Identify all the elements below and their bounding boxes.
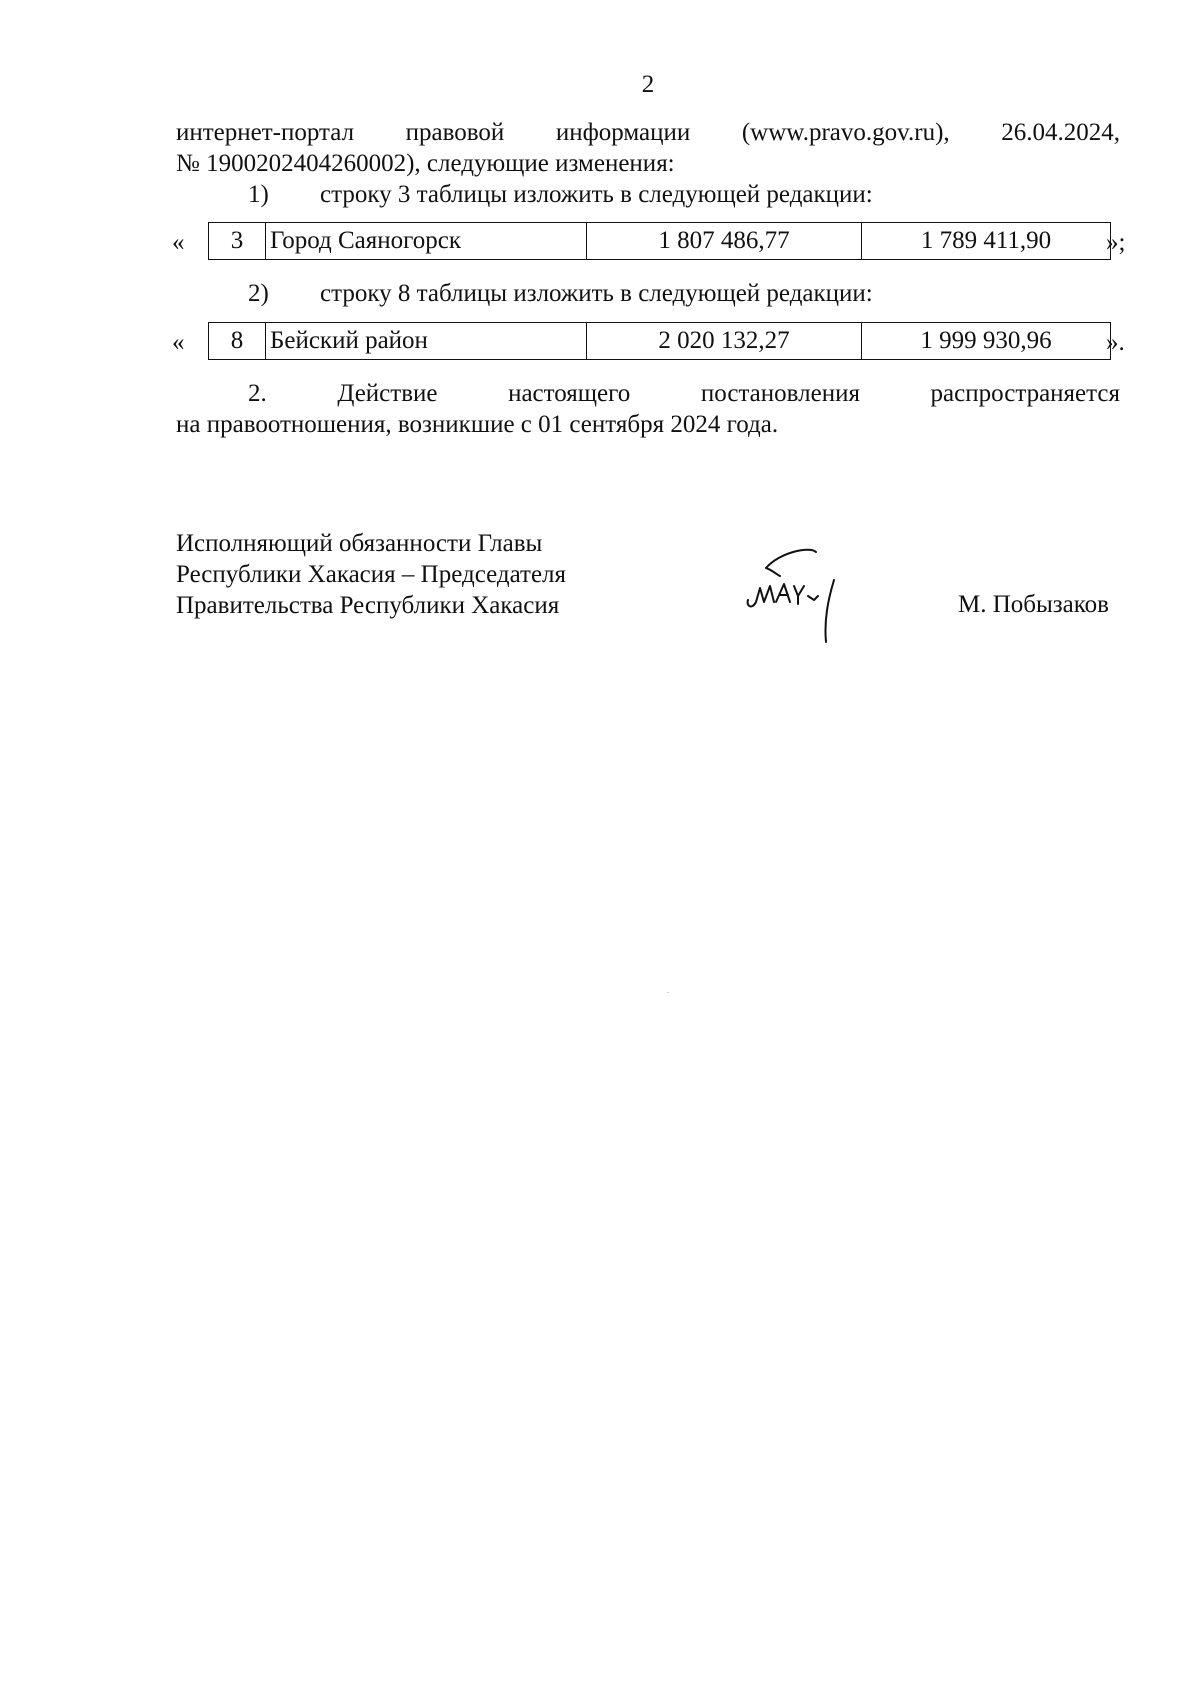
page-number: 2 — [641, 71, 655, 98]
intro-word: интернет-портал — [176, 119, 355, 146]
intro-word: 26.04.2024, — [1001, 119, 1120, 146]
close-quote: »; — [1106, 229, 1126, 256]
municipality-cell: Бейский район — [266, 323, 587, 360]
item-1-label: 1) — [248, 181, 269, 208]
paragraph-word: настоящего — [508, 380, 631, 407]
paragraph-word: распространяется — [930, 380, 1120, 407]
intro-word: информации — [555, 119, 691, 146]
amended-row-8 — [172, 322, 1132, 360]
row-table — [208, 222, 1111, 260]
paragraph-word: постановления — [700, 380, 860, 407]
value-1-cell: 1 807 486,77 — [587, 223, 862, 260]
item-2-label: 2) — [248, 280, 269, 307]
row-number-cell: 3 — [209, 223, 266, 260]
value-2-cell: 1 999 930,96 — [862, 323, 1111, 360]
value-1-cell: 2 020 132,27 — [587, 323, 862, 360]
paragraph-2-line-1 — [248, 379, 1120, 409]
signatory-position — [176, 528, 566, 621]
position-line: Правительства Республики Хакасия — [176, 592, 560, 619]
amended-row-3 — [172, 222, 1132, 260]
open-quote: « — [172, 329, 185, 356]
handwritten-signature — [740, 540, 860, 646]
table-row — [209, 323, 1111, 360]
position-line: Республики Хакасия – Председателя — [176, 561, 567, 588]
paragraph-word: Действие — [337, 380, 438, 407]
value-2-cell: 1 789 411,90 — [862, 223, 1111, 260]
intro-word: (www.pravo.gov.ru), — [741, 119, 950, 146]
item-1-text: строку 3 таблицы изложить в следующей редакции: — [320, 181, 873, 208]
row-table — [208, 322, 1111, 360]
intro-line-2: № 1900202404260002), следующие изменения: — [176, 150, 675, 177]
open-quote: « — [172, 229, 185, 256]
row-number-cell: 8 — [209, 323, 266, 360]
item-2-text: строку 8 таблицы изложить в следующей редакции: — [320, 280, 873, 307]
paragraph-2-line-2: на правоотношения, возникшие с 01 сентября 2024 года. — [176, 411, 779, 438]
paragraph-word: 2. — [248, 380, 267, 407]
position-line: Исполняющий обязанности Главы — [176, 530, 543, 557]
intro-word: правовой — [405, 119, 505, 146]
municipality-cell: Город Саяногорск — [266, 223, 587, 260]
scan-artifact-dot — [667, 992, 669, 993]
table-row — [209, 223, 1111, 260]
signer-name: М. Побызаков — [958, 591, 1109, 618]
close-quote: ». — [1106, 329, 1125, 356]
intro-line-1 — [176, 118, 1120, 148]
